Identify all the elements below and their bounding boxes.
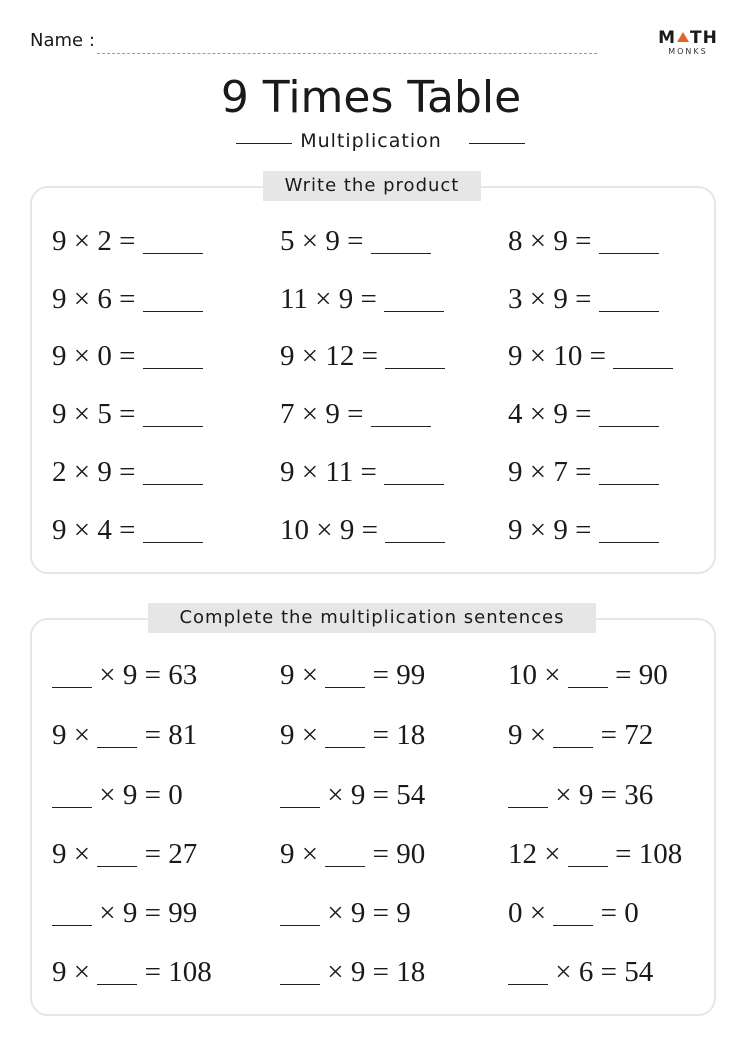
sentence-problem	[280, 837, 425, 871]
sentence-prefix: 0 ×	[508, 897, 554, 929]
sentence-suffix: × 9 = 63	[92, 659, 198, 691]
answer-blank[interactable]	[97, 723, 137, 748]
answer-blank[interactable]	[325, 842, 365, 867]
answer-blank[interactable]	[143, 518, 203, 543]
problem-text: 9 × 9 =	[508, 514, 599, 546]
product-problem	[508, 513, 659, 547]
sentence-problem	[280, 778, 425, 812]
logo-letters-th: TH	[690, 28, 718, 48]
sentence-suffix: = 90	[365, 838, 426, 870]
sentence-suffix: × 9 = 9	[320, 897, 411, 929]
sentence-problem	[508, 896, 639, 930]
product-problem	[52, 339, 203, 373]
product-problem	[52, 397, 203, 431]
answer-blank[interactable]	[280, 783, 320, 808]
sentence-suffix: = 72	[593, 719, 654, 751]
page-title: 9 Times Table	[220, 72, 522, 123]
sentence-prefix: 9 ×	[52, 838, 98, 870]
sentence-problem	[52, 658, 197, 692]
logo-subtext: MONKS	[668, 47, 708, 56]
answer-blank[interactable]	[280, 960, 320, 985]
section-label-complete-sentences: Complete the multiplication sentences	[148, 603, 596, 633]
answer-blank[interactable]	[568, 842, 608, 867]
sentence-suffix: = 27	[137, 838, 198, 870]
problem-text: 9 × 10 =	[508, 340, 614, 372]
answer-blank[interactable]	[52, 901, 92, 926]
sentence-suffix: = 108	[607, 838, 683, 870]
product-problem	[280, 513, 445, 547]
name-field-line[interactable]	[97, 53, 597, 54]
product-problem	[280, 339, 445, 373]
sentence-prefix: 9 ×	[52, 956, 98, 988]
answer-blank[interactable]	[508, 783, 548, 808]
sentence-problem	[508, 658, 668, 692]
subtitle-rule-right	[469, 143, 525, 144]
answer-blank[interactable]	[385, 344, 445, 369]
sentence-problem	[280, 718, 425, 752]
sentence-suffix: × 6 = 54	[548, 956, 654, 988]
problem-text: 11 × 9 =	[280, 283, 385, 315]
sentence-suffix: × 9 = 18	[320, 956, 426, 988]
sentence-suffix: = 81	[137, 719, 198, 751]
problem-text: 9 × 6 =	[52, 283, 143, 315]
problem-text: 9 × 0 =	[52, 340, 143, 372]
sentence-problem	[52, 896, 197, 930]
product-problem	[508, 339, 673, 373]
product-problem	[52, 224, 203, 258]
answer-blank[interactable]	[97, 960, 137, 985]
problem-text: 8 × 9 =	[508, 225, 599, 257]
problem-text: 2 × 9 =	[52, 456, 143, 488]
answer-blank[interactable]	[384, 287, 444, 312]
answer-blank[interactable]	[599, 402, 659, 427]
product-problem	[508, 455, 659, 489]
sentence-suffix: = 0	[593, 897, 639, 929]
answer-blank[interactable]	[371, 402, 431, 427]
sentence-prefix: 9 ×	[280, 719, 326, 751]
sentence-suffix: × 9 = 36	[548, 779, 654, 811]
answer-blank[interactable]	[553, 723, 593, 748]
answer-blank[interactable]	[371, 229, 431, 254]
sentence-problem	[508, 837, 682, 871]
answer-blank[interactable]	[599, 229, 659, 254]
answer-blank[interactable]	[599, 287, 659, 312]
answer-blank[interactable]	[52, 663, 92, 688]
product-problem	[280, 282, 444, 316]
answer-blank[interactable]	[553, 901, 593, 926]
problem-text: 9 × 12 =	[280, 340, 386, 372]
answer-blank[interactable]	[143, 344, 203, 369]
product-problem	[508, 224, 659, 258]
problem-text: 7 × 9 =	[280, 398, 371, 430]
sentence-problem	[52, 955, 212, 989]
section-label-write-product: Write the product	[263, 171, 481, 201]
problem-text: 9 × 7 =	[508, 456, 599, 488]
problem-text: 9 × 4 =	[52, 514, 143, 546]
logo-letter-m: M	[658, 28, 677, 48]
product-problem	[508, 397, 659, 431]
sentence-prefix: 9 ×	[280, 838, 326, 870]
problem-text: 9 × 2 =	[52, 225, 143, 257]
answer-blank[interactable]	[280, 901, 320, 926]
sentence-suffix: = 18	[365, 719, 426, 751]
sentence-prefix: 9 ×	[280, 659, 326, 691]
sentence-suffix: × 9 = 99	[92, 897, 198, 929]
product-problem	[280, 455, 444, 489]
sentence-problem	[508, 955, 653, 989]
answer-blank[interactable]	[613, 344, 673, 369]
problem-text: 3 × 9 =	[508, 283, 599, 315]
math-monks-logo	[656, 28, 720, 56]
answer-blank[interactable]	[385, 518, 445, 543]
sentence-suffix: × 9 = 54	[320, 779, 426, 811]
sentence-problem	[508, 778, 653, 812]
sentence-prefix: 9 ×	[52, 719, 98, 751]
answer-blank[interactable]	[325, 663, 365, 688]
product-problem	[52, 513, 203, 547]
page-subtitle: Multiplication	[300, 130, 442, 152]
sentence-problem	[280, 955, 425, 989]
answer-blank[interactable]	[508, 960, 548, 985]
product-problem	[52, 455, 203, 489]
product-problem	[508, 282, 659, 316]
logo-triangle-icon	[677, 32, 689, 42]
answer-blank[interactable]	[599, 460, 659, 485]
sentence-suffix: = 108	[137, 956, 212, 988]
product-problem	[52, 282, 203, 316]
sentence-prefix: 12 ×	[508, 838, 568, 870]
product-problem	[280, 224, 431, 258]
answer-blank[interactable]	[143, 402, 203, 427]
sentence-problem	[508, 718, 653, 752]
sentence-suffix: = 99	[365, 659, 426, 691]
answer-blank[interactable]	[325, 723, 365, 748]
sentence-prefix: 9 ×	[508, 719, 554, 751]
problem-text: 9 × 5 =	[52, 398, 143, 430]
answer-blank[interactable]	[97, 842, 137, 867]
problem-text: 10 × 9 =	[280, 514, 386, 546]
answer-blank[interactable]	[568, 663, 608, 688]
product-problem	[280, 397, 431, 431]
answer-blank[interactable]	[599, 518, 659, 543]
sentence-problem	[52, 837, 197, 871]
sentence-problem	[280, 896, 411, 930]
answer-blank[interactable]	[143, 287, 203, 312]
sentence-problem	[52, 718, 197, 752]
answer-blank[interactable]	[384, 460, 444, 485]
answer-blank[interactable]	[143, 460, 203, 485]
sentence-suffix: = 90	[607, 659, 668, 691]
sentence-problem	[280, 658, 425, 692]
problem-text: 4 × 9 =	[508, 398, 599, 430]
sentence-problem	[52, 778, 183, 812]
problem-text: 9 × 11 =	[280, 456, 385, 488]
problem-text: 5 × 9 =	[280, 225, 371, 257]
sentence-suffix: × 9 = 0	[92, 779, 183, 811]
answer-blank[interactable]	[52, 783, 92, 808]
sentence-prefix: 10 ×	[508, 659, 568, 691]
answer-blank[interactable]	[143, 229, 203, 254]
name-label: Name :	[30, 30, 95, 51]
